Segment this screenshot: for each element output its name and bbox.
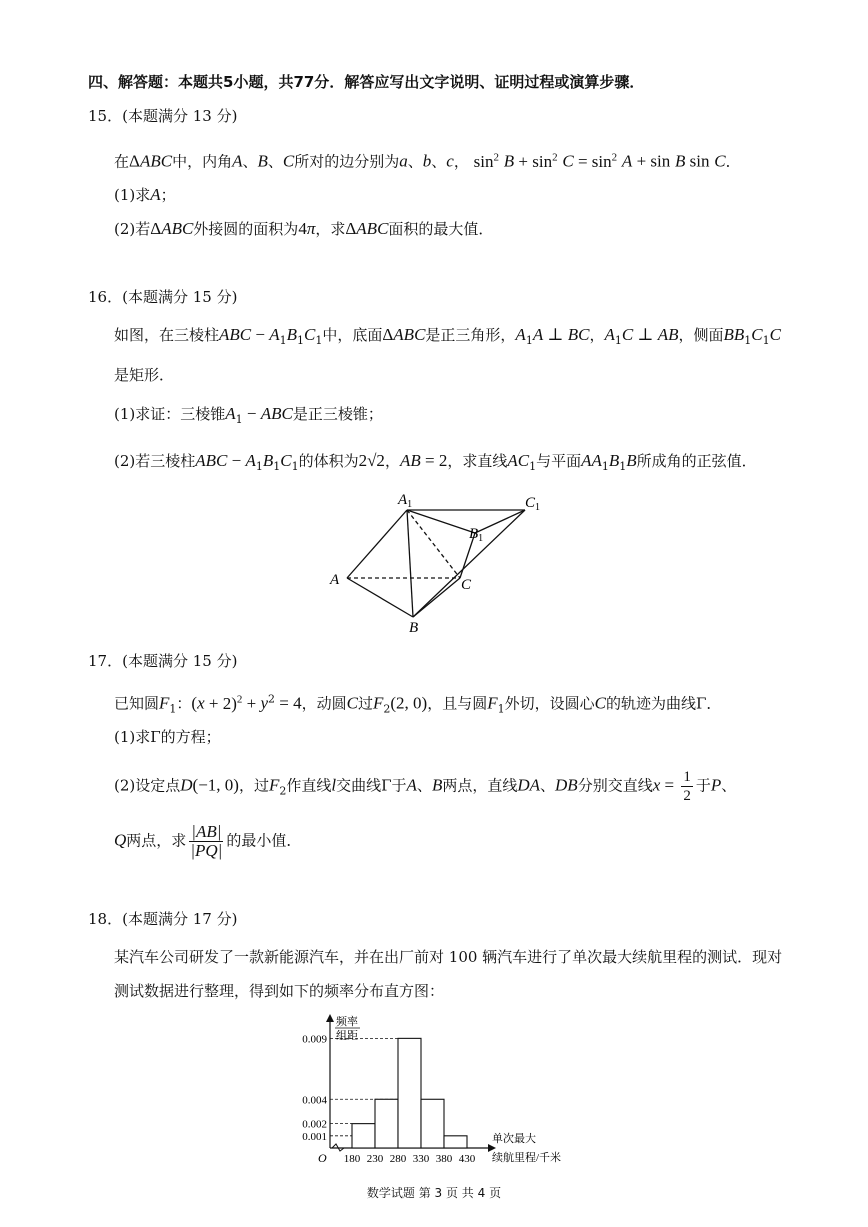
q15-score: (本题满分 13 分) (122, 107, 238, 125)
q16-part1: (1)求证：三棱锥$A_1$ − ABC是正三棱锥； (114, 404, 383, 426)
q18-stem-1: 某汽车公司研发了一款新能源汽车，并在出厂前对 100 辆汽车进行了单次最大续航里程的测试．现对 (114, 948, 783, 966)
q17-part1: (1)求Γ的方程； (114, 728, 221, 746)
x-tick-label: 180 (343, 1153, 361, 1165)
histogram-bar (398, 1038, 421, 1148)
q16-part2: (2)若三棱柱ABC − $A_1B_1C_1$的体积为2√2，AB = 2，求直线$AC_1$与平面$AA_1B_1B$所成角的正弦值． (114, 451, 757, 473)
x-axis-arrow (488, 1144, 496, 1152)
q18-header: 18．(本题满分 17 分) (88, 910, 238, 928)
label-b1: B (469, 526, 479, 542)
q17-stem: 已知圆$F_1$：$(x + 2)^2 + y^2 = 4$，动圆C过$F_2(2$, 0)，且与圆$F_1$外切，设圆心C的轨迹为曲线Γ． (114, 692, 722, 716)
origin-label: O (318, 1151, 327, 1165)
q15-number: 15． (88, 107, 123, 125)
x-tick-label: 430 (458, 1153, 476, 1165)
label-b: B (409, 620, 419, 636)
q16-header: 16．(本题满分 15 分) (88, 288, 238, 306)
q17-part2-2: Q两点，求 $\frac{|AB|}{|PQ|}$ 的最小值． (114, 822, 302, 860)
svg-text:C1: $C_1$ (525, 495, 541, 513)
y-label-bottom: 组距 (336, 1030, 358, 1042)
label-c: C (461, 577, 472, 593)
label-a1: A (398, 492, 408, 508)
page-footer: 数学试题 第 3 页 共 4 页 (366, 1186, 502, 1200)
label-a: A (330, 572, 340, 588)
x-tick-label: 230 (366, 1153, 384, 1165)
x-label-line1: 单次最大 (492, 1133, 536, 1145)
x-tick-label: 330 (412, 1153, 430, 1165)
histogram-bar (375, 1099, 398, 1148)
histogram-bar (444, 1136, 467, 1148)
svg-text:B1: $B_1$ (469, 526, 484, 544)
y-label-top: 频率 (336, 1016, 358, 1028)
label-c1: C (525, 495, 536, 511)
x-label-line2: 续航里程/千米 (492, 1152, 562, 1164)
q15-part2: (2)若ΔABC外接圆的面积为4π，求ΔABC面积的最大值． (114, 219, 494, 238)
y-axis-arrow (326, 1014, 334, 1022)
x-tick-label: 380 (435, 1153, 453, 1165)
q15-part1: (1)求A； (114, 185, 176, 204)
q15-header (88, 106, 237, 126)
section-heading: 四、解答题：本题共5小题，共77分．解答应写出文字说明、证明过程或演算步骤． (88, 73, 645, 91)
histogram-bar (421, 1099, 444, 1148)
y-tick-label: 0.002 (302, 1118, 327, 1131)
y-tick-label: 0.004 (302, 1094, 327, 1107)
frequency-histogram (290, 1008, 590, 1168)
q17-part2: (2)设定点D(−1, 0)，过$F_2$作直线l交曲线Γ于A、B两点，直线DA、DB分别交直线x = $\frac{1}{2}$ 于P、 (114, 769, 737, 804)
histogram-bar (352, 1124, 375, 1148)
q16-stem: 如图，在三棱柱ABC − $A_1B_1C_1$中，底面ΔABC是正三角形，$A_1A$ ⊥ BC，$A_1C$ ⊥ AB，侧面$BB_1C_1C$ (114, 325, 781, 347)
q16-stem-2: 是矩形． (114, 366, 175, 384)
svg-text:A1: $A_1$ (398, 492, 413, 510)
y-tick-label: 0.001 (302, 1130, 327, 1143)
q18-stem-2: 测试数据进行整理，得到如下的频率分布直方图： (114, 982, 445, 1000)
x-tick-label: 280 (389, 1153, 407, 1165)
prism-figure (320, 488, 550, 636)
q17-header: 17．(本题满分 15 分) (88, 652, 238, 670)
q15-stem: 在ΔABC中，内角A、B、C所对的边分别为a、b、c， $\sin^2 B + \sin^2 C = \sin^2 A + \sin B$ sin C． (114, 151, 741, 171)
y-tick-label: 0.009 (302, 1033, 327, 1046)
